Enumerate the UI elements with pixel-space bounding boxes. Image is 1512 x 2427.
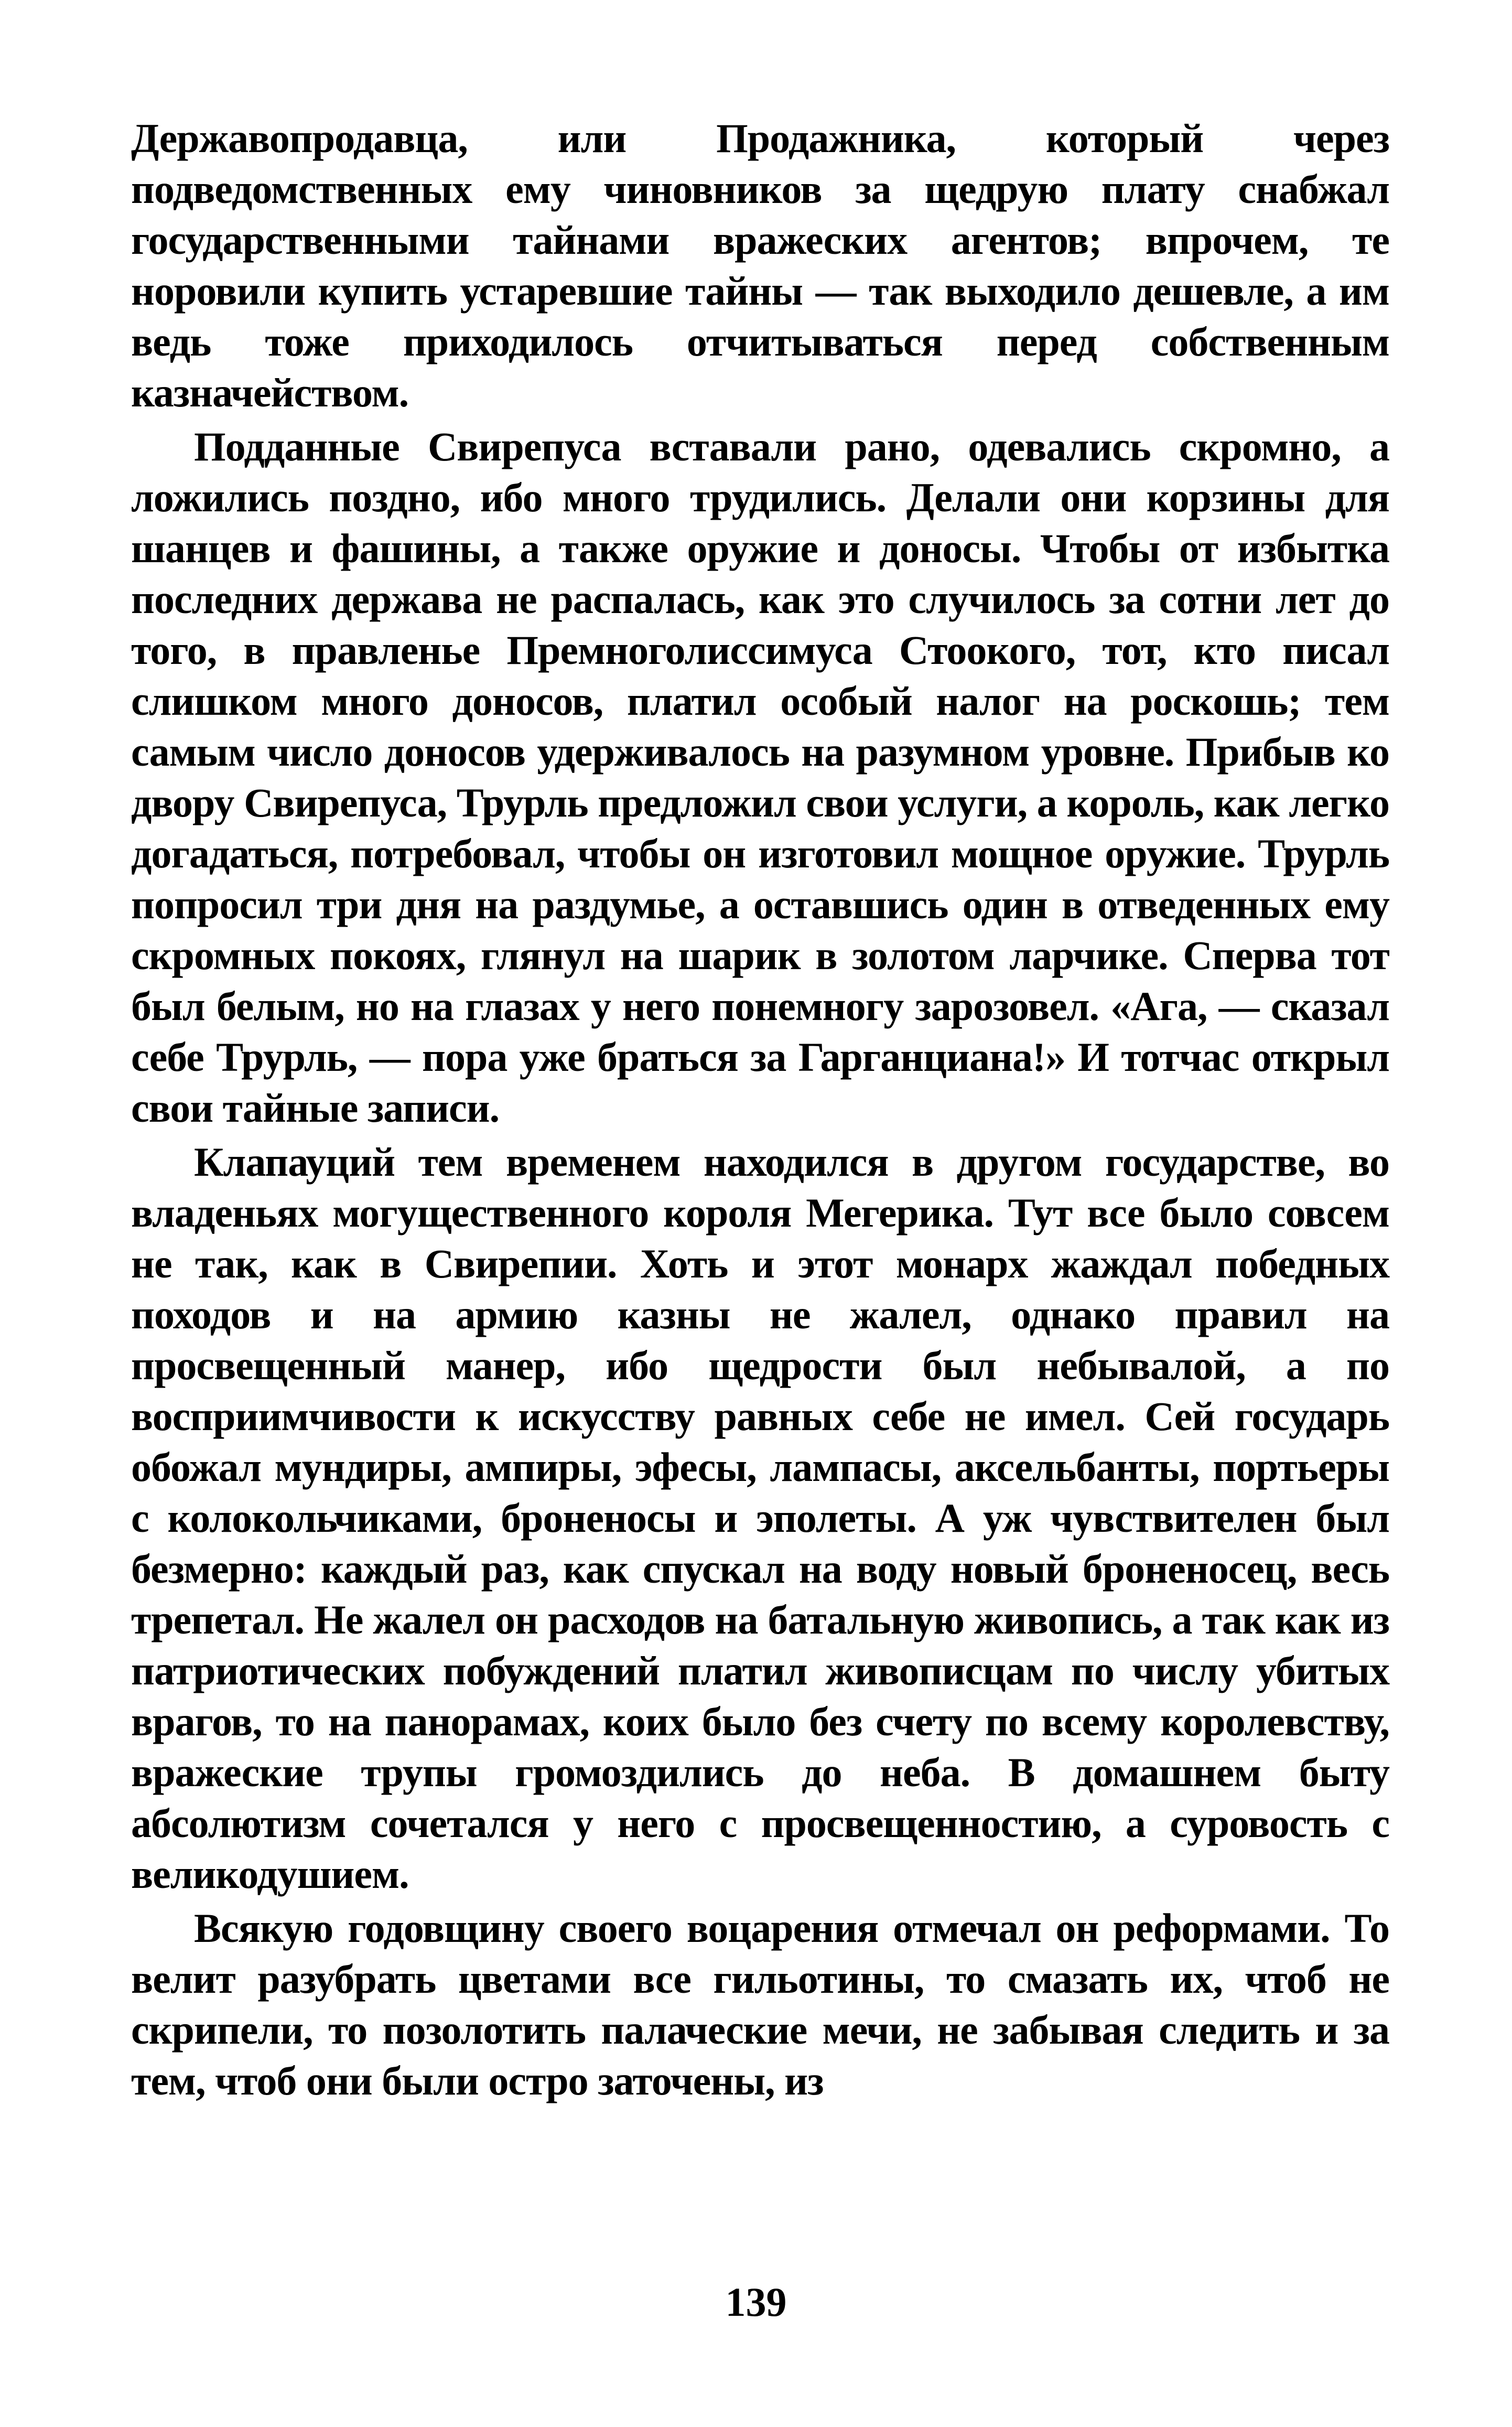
page-body [131,113,1389,2368]
paragraph-3: Клапауций тем временем находился в другом государстве, во владеньях могущественного короля Мегерика. Тут все было совсем не так, как в Свирепии. Хоть и этот монарх жаждал победных походов и на армию казны не жалел, однако правил на просвещенный манер, ибо щедрости был небывалой, а по восприимчивости к искусству равных себе не имел. Сей государь обожал мундиры, ампиры, эфесы, лампасы, аксельбанты, портьеры с колокольчиками, броненосы и эполеты. А уж чувствителен был безмерно: каждый раз, как спускал на воду новый броненосец, весь трепетал. Не жалел он расходов на батальную живопись, а так как из патриотических побуждений платил живописцам по числу убитых врагов, то на панорамах, коих было без счету по всему королевству, вражеские трупы громоздились до неба. В домашнем быту абсолютизм сочетался у него с просвещенностию, а суровость с великодушием. [131,1139,1389,1897]
paragraph-1: Державопродавца, или Продажника, который через подведомственных ему чиновников за щедрую плату снабжал государственными тайнами вражеских агентов; впрочем, те норовили купить устаревшие тайны — так выходило дешевле, а им ведь тоже приходилось отчитываться перед собственным казначейством. [131,115,1389,415]
paragraph-2: Подданные Свирепуса вставали рано, одевались скромно, а ложились поздно, ибо много трудились. Делали они корзины для шанцев и фашины, а также оружие и доносы. Чтобы от избытка последних держава не распалась, как это случилось за сотни лет до того, в правленье Премноголиссимуса Стоокого, тот, кто писал слишком много доносов, платил особый налог на роскошь; тем самым число доносов удерживалось на разумном уровне. Прибыв ко двору Свирепуса, Трурль предложил свои услуги, а король, как легко догадаться, потребовал, чтобы он изготовил мощное оружие. Трурль попросил три дня на раздумье, а оставшись один в отведенных ему скромных покоях, глянул на шарик в золотом ларчике. Сперва тот был белым, но на глазах у него понемногу зарозовел. «Ага, — сказал себе Трурль, — пора уже браться за Гарганциана!» И тотчас открыл свои тайные записи. [131,424,1389,1131]
paragraph-4: Всякую годовщину своего воцарения отмечал он реформами. То велит разубрать цветами все гильотины, то смазать их, чтоб не скрипели, то позолотить палаческие мечи, не забывая следить и за тем, чтоб они были остро заточены, из [131,1905,1389,2103]
page-number: 139 [725,2279,787,2325]
